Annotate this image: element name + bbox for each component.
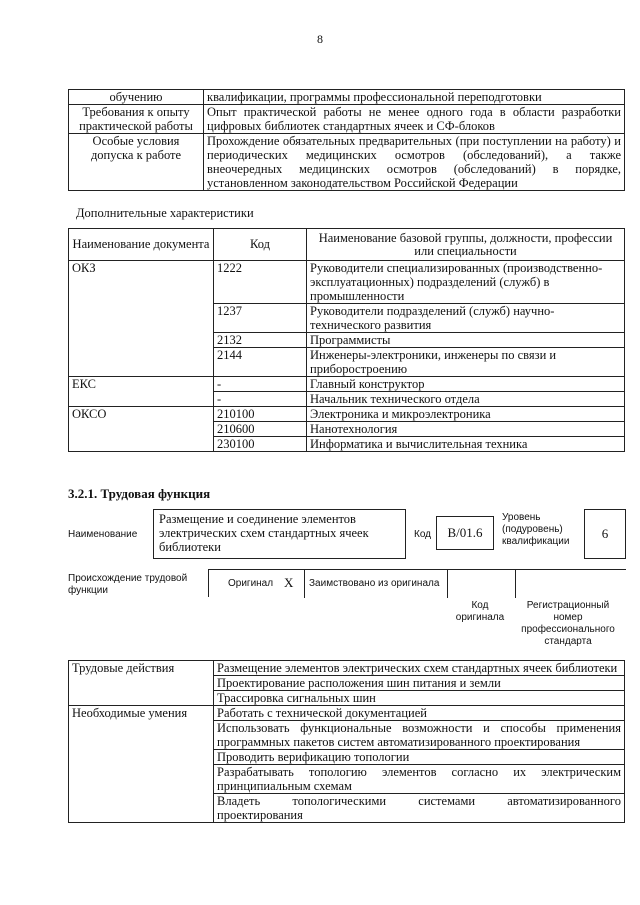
table-row [69, 407, 625, 422]
table-row [69, 706, 625, 721]
cell-name: Электроника и микроэлектроника [307, 407, 625, 422]
level-label: Уровень (подуровень) квалификации [502, 512, 570, 547]
row-label: Требования к опыту практической работы [69, 105, 204, 134]
level-box: 6 [584, 509, 626, 559]
skills-label: Необходимые умения [69, 706, 214, 823]
cell-code: 1237 [214, 304, 307, 333]
labor-action: Проектирование расположения шин питания и земли [214, 676, 625, 691]
reg-number-label: Регистрационный номер профессионального стандарта [521, 600, 615, 647]
cell-code: 1222 [214, 261, 307, 304]
labor-action: Размещение элементов электрических схем стандартных ячеек библиотеки [214, 661, 625, 676]
row-label: Особые условия допуска к работе [69, 134, 204, 191]
cell-doc: ОКСО [69, 407, 214, 452]
code-original-label: Код оригинала [455, 600, 505, 623]
function-name-box: Размещение и соединение элементов электрических схем стандартных ячеек библиотеки [153, 509, 406, 559]
cell-doc: ОКЗ [69, 261, 214, 377]
skill: Разрабатывать топологию элементов согласно их электрическим принципиальным схемам [214, 765, 625, 794]
labor-actions-label: Трудовые действия [69, 661, 214, 706]
table-row [69, 377, 625, 392]
borrowed-label: Заимствовано из оригинала [309, 578, 440, 589]
header-name: Наименование базовой группы, должности, профессии или специальности [307, 229, 625, 261]
skill: Владеть топологическими системами автоматизированного проектирования [214, 794, 625, 823]
name-label: Наименование [68, 529, 138, 540]
table-row [69, 261, 625, 304]
cell-code: 210100 [214, 407, 307, 422]
requirements-table [68, 89, 625, 191]
table-row [69, 661, 625, 676]
table-row [69, 90, 625, 105]
header-doc: Наименование документа [69, 229, 214, 261]
table-row [69, 134, 625, 191]
cell-name: Главный конструктор [307, 377, 625, 392]
cell-name: Руководители подразделений (служб) научно-технического развития [307, 304, 625, 333]
cell-code: 2144 [214, 348, 307, 377]
skill: Проводить верификацию топологии [214, 750, 625, 765]
cell-name: Информатика и вычислительная техника [307, 437, 625, 452]
cell-code: 210600 [214, 422, 307, 437]
skill: Работать с технической документацией [214, 706, 625, 721]
function-code-box: B/01.6 [436, 516, 494, 550]
table-header-row [69, 229, 625, 261]
labor-action: Трассировка сигнальных шин [214, 691, 625, 706]
row-value: квалификации, программы профессиональной переподготовки [204, 90, 625, 105]
cell-code: 2132 [214, 333, 307, 348]
characteristics-table [68, 228, 625, 452]
function-heading: 3.2.1. Трудовая функция [68, 486, 211, 501]
additional-caption: Дополнительные характеристики [76, 206, 254, 220]
actions-table [68, 660, 625, 823]
row-label: обучению [69, 90, 204, 105]
code-label: Код [414, 529, 432, 540]
cell-code: - [214, 377, 307, 392]
header-code: Код [214, 229, 307, 261]
table-row [69, 105, 625, 134]
cell-name: Программисты [307, 333, 625, 348]
row-value: Опыт практической работы не менее одного года в области разработки цифровых библиотек стандартных ячеек и СФ-блоков [204, 105, 625, 134]
cell-name: Нанотехнология [307, 422, 625, 437]
origin-label: Происхождение трудовой функции [68, 573, 188, 596]
cell-name: Начальник технического отдела [307, 392, 625, 407]
original-mark: X [284, 575, 294, 590]
cell-name: Руководители специализированных (производственно-эксплуатационных) подразделений (служб) в промышленности [307, 261, 625, 304]
cell-code: 230100 [214, 437, 307, 452]
row-value: Прохождение обязательных предварительных (при поступлении на работу) и периодических медицинских осмотров (обследований), а также внеочередных медицинских осмотров (обследований) в порядке, установленном законодательством Российской Федерации [204, 134, 625, 191]
skill: Использовать функциональные возможности и способы применения программных пакетов систем автоматизированного проектирования [214, 721, 625, 750]
cell-doc: ЕКС [69, 377, 214, 407]
cell-name: Инженеры-электроники, инженеры по связи и приборостроению [307, 348, 625, 377]
page-number: 8 [317, 32, 323, 46]
original-label: Оригинал [228, 578, 274, 589]
cell-code: - [214, 392, 307, 407]
